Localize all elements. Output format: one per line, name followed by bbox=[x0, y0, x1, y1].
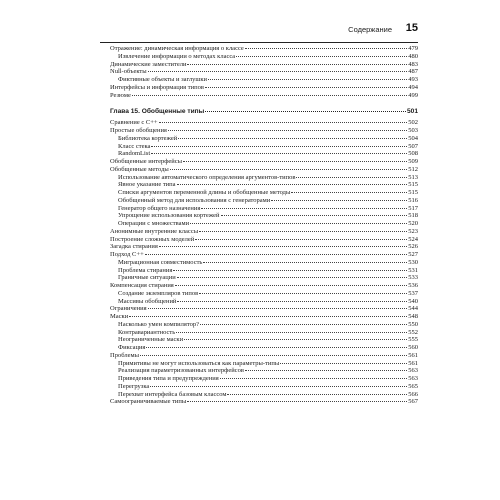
toc-entry-page: 515 bbox=[408, 181, 418, 189]
dot-leader bbox=[245, 366, 407, 371]
toc-entry-title: Маски bbox=[110, 313, 129, 320]
dot-leader bbox=[146, 343, 407, 348]
toc-entry-title: Резюме bbox=[110, 91, 131, 99]
toc-entry-title: Явное указание типа bbox=[118, 181, 176, 189]
header-page-number: 15 bbox=[405, 22, 418, 34]
toc-entry-title: Миграционная совместимость bbox=[118, 258, 203, 266]
chapter-title: Глава 15. Обобщенные типы bbox=[110, 108, 205, 116]
dot-leader bbox=[220, 374, 407, 379]
toc-entry-title: Операции с множествами bbox=[118, 220, 190, 227]
toc-chapter-heading bbox=[110, 107, 418, 117]
toc-entry-page: 563 bbox=[408, 367, 418, 375]
dot-leader bbox=[199, 227, 407, 232]
dot-leader bbox=[245, 44, 407, 49]
toc-entry-page: 544 bbox=[408, 305, 418, 313]
dot-leader bbox=[187, 397, 407, 402]
toc-entry-page: 560 bbox=[408, 344, 418, 351]
toc-entry-page: 517 bbox=[408, 204, 418, 212]
toc-entry-title: Примитивы не могут использоваться как параметры-типы bbox=[118, 359, 280, 367]
toc-entry-title: Неограниченные маски bbox=[118, 336, 184, 344]
dot-leader bbox=[201, 204, 407, 209]
dot-leader bbox=[151, 142, 407, 147]
toc-entry-page: 555 bbox=[408, 336, 418, 344]
toc-entry-title: Приведения типа и предупреждения bbox=[118, 375, 219, 382]
toc-entry-page: 523 bbox=[408, 227, 418, 235]
dot-leader bbox=[145, 250, 408, 255]
toc-entry-page: 526 bbox=[408, 243, 418, 251]
dot-leader bbox=[159, 242, 407, 247]
toc-entry-title: Простые обобщения bbox=[110, 127, 167, 134]
toc-entry-page: 502 bbox=[408, 119, 418, 127]
dot-leader bbox=[177, 180, 408, 185]
dot-leader bbox=[177, 297, 407, 302]
dot-leader bbox=[271, 196, 407, 201]
toc-entry-page: 513 bbox=[408, 173, 418, 181]
running-header bbox=[100, 20, 418, 43]
toc-entry-page: 493 bbox=[408, 76, 418, 83]
toc-entry-title: Списки аргументов переменной длины и обобщенные методы bbox=[118, 189, 291, 196]
toc-entry-title: Фиксация bbox=[118, 344, 146, 351]
dot-leader bbox=[177, 273, 408, 278]
toc-entry-title: Фиктивные объекты и заглушки bbox=[118, 76, 208, 83]
dot-leader bbox=[296, 173, 407, 178]
toc-entry-title: Извлечение информации о методах класса bbox=[118, 52, 236, 60]
toc-entry-page: 550 bbox=[408, 320, 418, 328]
dot-leader bbox=[170, 165, 407, 170]
chapter-page: 501 bbox=[406, 108, 418, 116]
dot-leader bbox=[183, 157, 407, 162]
toc-entry-title: Подход C++ bbox=[110, 251, 144, 258]
dot-leader bbox=[148, 304, 408, 309]
toc-entry-page: 527 bbox=[408, 251, 418, 258]
toc-entry-page: 561 bbox=[408, 359, 418, 367]
toc-entry-page: 533 bbox=[408, 274, 418, 282]
toc-entries-before-chapter bbox=[110, 45, 418, 99]
dot-leader bbox=[150, 382, 407, 387]
toc-entry-title: Обобщенный метод для использования с генераторами bbox=[118, 196, 271, 204]
toc-entry-page: 563 bbox=[408, 375, 418, 382]
toc-entry-title: Отражение: динамическая информация о классе bbox=[110, 45, 244, 52]
dot-leader bbox=[236, 52, 407, 57]
toc-entry-page: 508 bbox=[408, 150, 418, 158]
toc-entry-title: Реализация параметризованных интерфейсов bbox=[118, 367, 244, 375]
dot-leader bbox=[176, 328, 407, 333]
toc-entry-page: 567 bbox=[408, 398, 418, 406]
dot-leader bbox=[173, 266, 407, 271]
toc-entry-page: 516 bbox=[408, 196, 418, 204]
toc-entry-title: Перегрузка bbox=[118, 382, 150, 390]
dot-leader bbox=[132, 91, 407, 96]
toc-entry-title: Класс стека bbox=[118, 142, 151, 150]
toc-entry-page: 537 bbox=[408, 289, 418, 297]
toc-entry-title: Ограничения bbox=[110, 305, 147, 313]
dot-leader bbox=[203, 258, 407, 263]
toc-entry-title: Самоограничиваемые типы bbox=[110, 398, 187, 406]
dot-leader bbox=[187, 60, 407, 65]
toc-entry-page: 548 bbox=[408, 313, 418, 320]
dot-leader bbox=[195, 235, 407, 240]
dot-leader bbox=[175, 281, 407, 286]
dot-leader bbox=[205, 83, 407, 88]
toc-entry-title: Загадка стирания bbox=[110, 243, 158, 251]
toc-entry-title: Упрощение использования кортежей bbox=[118, 212, 220, 220]
toc-entry-title: Анонимные внутренние классы bbox=[110, 227, 199, 235]
dot-leader bbox=[151, 149, 407, 154]
dot-leader bbox=[221, 211, 408, 216]
dot-leader bbox=[159, 118, 408, 123]
toc-entry-title: Перехват интерфейса базовым классом bbox=[118, 390, 227, 398]
toc-entry-page: 480 bbox=[408, 52, 418, 60]
dot-leader bbox=[184, 335, 407, 340]
toc-entry-page: 552 bbox=[408, 328, 418, 336]
toc-entry-page: 503 bbox=[408, 127, 418, 134]
dot-leader bbox=[190, 219, 407, 224]
toc-entry-page: 531 bbox=[408, 266, 418, 274]
dot-leader bbox=[178, 134, 407, 139]
toc-entry-page: 487 bbox=[408, 68, 418, 76]
toc-entry-page: 520 bbox=[408, 220, 418, 227]
toc-entry-page: 518 bbox=[408, 212, 418, 220]
toc-entry-title: Обобщенные методы bbox=[110, 165, 169, 173]
toc-entry-title: Null-объекты bbox=[110, 68, 147, 76]
toc-entry-page: 565 bbox=[408, 382, 418, 390]
toc-entry-page: 499 bbox=[408, 91, 418, 99]
dot-leader bbox=[168, 126, 407, 131]
toc-entry-title: Граничные ситуации bbox=[118, 274, 176, 282]
dot-leader bbox=[205, 106, 406, 112]
toc-entry-title: Обобщенные интерфейсы bbox=[110, 158, 183, 165]
toc-entry-title: Проблемы bbox=[110, 351, 139, 359]
toc-entry-title: Генератор общего назначения bbox=[118, 204, 201, 212]
toc-entry bbox=[110, 398, 418, 406]
toc-entry-page: 504 bbox=[408, 134, 418, 142]
toc-entry-title: Контравариантность bbox=[118, 328, 176, 336]
toc-entry-page: 530 bbox=[408, 258, 418, 266]
dot-leader bbox=[291, 188, 407, 193]
toc-entries-chapter-15 bbox=[110, 119, 418, 406]
table-of-contents bbox=[110, 45, 418, 406]
toc-entry-title: Использование автоматического определения аргументов-типов bbox=[118, 173, 296, 181]
toc-entry-title: Динамические заместители bbox=[110, 60, 187, 68]
toc-entry-title: Компенсация стирания bbox=[110, 282, 174, 289]
dot-leader bbox=[208, 75, 407, 80]
dot-leader bbox=[140, 351, 407, 356]
toc-entry-title: Библиотека кортежей bbox=[118, 134, 178, 142]
dot-leader bbox=[199, 289, 407, 294]
dot-leader bbox=[200, 320, 407, 325]
toc-entry-page: 561 bbox=[408, 351, 418, 359]
toc-entry-title: Создание экземпляров типов bbox=[118, 289, 199, 297]
toc-entry bbox=[110, 92, 418, 100]
dot-leader bbox=[280, 359, 407, 364]
toc-entry-page: 540 bbox=[408, 297, 418, 305]
toc-entry-page: 515 bbox=[408, 189, 418, 196]
toc-entry-page: 512 bbox=[408, 165, 418, 173]
header-section-title: Содержание bbox=[348, 25, 392, 34]
toc-entry-title: Массивы обобщений bbox=[118, 297, 177, 305]
toc-entry-title: Интерфейсы и информация типов bbox=[110, 83, 204, 91]
toc-entry-page: 479 bbox=[408, 45, 418, 52]
toc-entry-title: RandomList bbox=[118, 150, 151, 158]
toc-entry-page: 536 bbox=[408, 282, 418, 289]
toc-entry-title: Проблема стирания bbox=[118, 266, 173, 274]
toc-entry-page: 524 bbox=[408, 235, 418, 243]
toc-entry-page: 509 bbox=[408, 158, 418, 165]
toc-entry-page: 483 bbox=[408, 60, 418, 68]
dot-leader bbox=[148, 67, 408, 72]
toc-entry-title: Построение сложных моделей bbox=[110, 235, 195, 243]
toc-entry-page: 494 bbox=[408, 83, 418, 91]
toc-entry-title: Насколько умен компилятор? bbox=[118, 320, 200, 328]
toc-entry-title: Сравнение с C++ bbox=[110, 119, 158, 127]
dot-leader bbox=[227, 390, 407, 395]
toc-entry-page: 507 bbox=[408, 142, 418, 150]
toc-entry-page: 566 bbox=[408, 390, 418, 398]
dot-leader bbox=[129, 312, 407, 317]
